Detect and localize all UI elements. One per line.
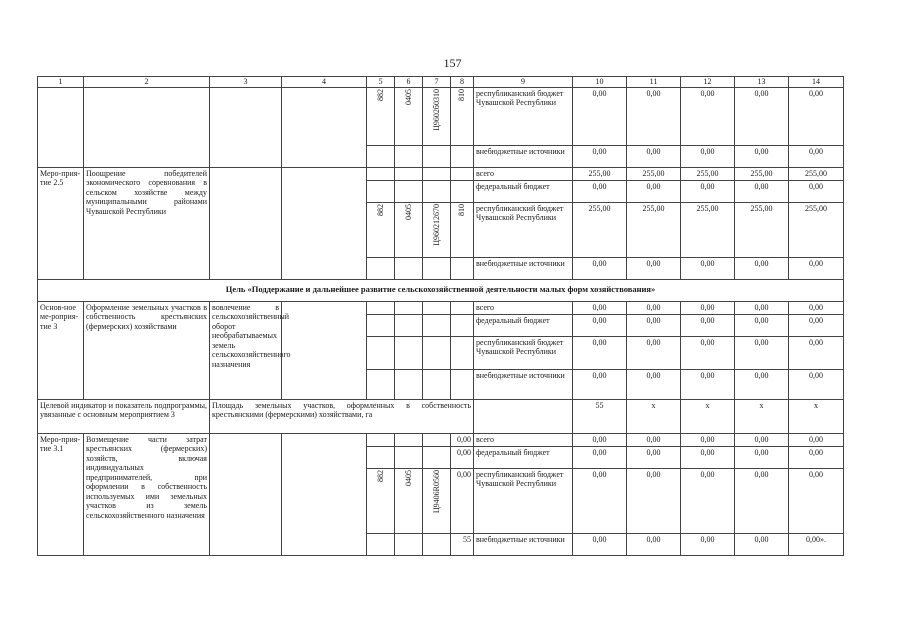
grbs-code-cell: 882 [367,202,395,257]
result-cell: вовлечение в сельскохозяйственный оборот необрабатываемых земель сельскохозяйственного назначения [210,301,282,399]
indicator-cell [282,167,367,279]
grbs-code-cell: 882 [367,87,395,145]
event-name-cell: Оформление земельных участков в собственность крестьянских (фермерских) хозяйствами [84,301,210,399]
value-cell: 0,00 [789,87,844,145]
value-cell: 255,00 [573,202,627,257]
event-code-cell: Меро-прия-тие 2.5 [38,167,84,279]
event-name-cell [84,87,210,167]
value-cell: 0,00 [627,145,681,167]
value-cell: 0,00 [789,433,844,446]
value-cell: 0,00 [735,336,789,369]
value-cell: 0,00 [735,369,789,399]
header-cell: 1 [38,77,84,88]
expense-type-cell: 0,00 [451,446,474,468]
value-cell: 0,00 [735,533,789,555]
header-cell: 6 [395,77,423,88]
value-cell: 0,00 [681,180,735,202]
header-cell: 14 [789,77,844,88]
indicator-value: х [681,399,735,433]
source-label: федеральный бюджет [474,180,573,202]
value-cell: 0,00 [627,433,681,446]
value-cell: 0,00 [627,446,681,468]
value-cell: 0,00 [573,314,627,336]
source-label: внебюджетные источники [474,533,573,555]
target-code-cell: Ц960212670 [423,202,451,257]
header-cell: 7 [423,77,451,88]
value-cell: 0,00 [573,180,627,202]
goal-heading: Цель «Поддержание и дальнейшее развитие сельскохозяйственной деятельности малых форм хозяйствования» [38,279,844,301]
event-code-cell: Меро-прия-тие 3.1 [38,433,84,555]
value-cell: 0,00 [789,369,844,399]
header-cell: 9 [474,77,573,88]
goal-row [38,279,844,301]
value-cell: 0,00 [681,468,735,533]
value-cell: 255,00 [627,202,681,257]
header-cell: 8 [451,77,474,88]
value-cell: 0,00 [681,446,735,468]
source-label: федеральный бюджет [474,314,573,336]
indicator-value: 55 [573,399,627,433]
value-cell: 0,00 [681,533,735,555]
indicator-row [38,399,844,433]
value-cell: 0,00 [681,433,735,446]
value-cell: 0,00 [681,145,735,167]
event-code-cell: Основ-ное ме-роприя-тие 3 [38,301,84,399]
result-cell [210,433,282,555]
value-cell: 0,00 [627,468,681,533]
value-cell: 255,00 [627,167,681,180]
value-cell: 0,00 [789,446,844,468]
source-label: всего [474,301,573,314]
expense-type-cell: 810 [451,202,474,257]
value-cell: 0,00 [735,301,789,314]
value-cell: 0,00 [573,433,627,446]
page-number: 157 [443,56,462,70]
event-name-cell: Возмещение части затрат крестьянских (фермерских) хозяйств, включая индивидуальных предпринимателей, при оформлении в собственность используемых ими земельных участков из земель сельскохозяйственного назначения [84,433,210,555]
value-cell: 0,00 [573,468,627,533]
value-cell: 255,00 [681,202,735,257]
source-label: всего [474,167,573,180]
value-cell: 0,00 [627,180,681,202]
value-cell: 255,00 [789,202,844,257]
value-cell: 0,00 [681,87,735,145]
value-cell: 0,00 [735,257,789,279]
event-name-cell: Поощрение победителей экономического соревнования в сельском хозяйстве между муниципальными районами Чувашской Республики [84,167,210,279]
value-cell: 255,00 [681,167,735,180]
value-cell: 0,00 [681,336,735,369]
source-label: республиканский бюджет Чувашской Республики [474,468,573,533]
table-row [38,167,844,180]
header-cell: 2 [84,77,210,88]
value-cell: 0,00 [573,533,627,555]
result-cell [210,87,282,167]
value-cell: 0,00 [627,369,681,399]
value-cell: 0,00 [735,180,789,202]
source-label: федеральный бюджет [474,446,573,468]
section-code-cell: 0405 [395,202,423,257]
header-cell: 11 [627,77,681,88]
value-cell: 0,00 [735,314,789,336]
indicator-cell [282,433,367,555]
indicator-cell [282,301,367,399]
budget-table [37,76,844,556]
value-cell: 0,00 [789,314,844,336]
value-cell: 0,00 [789,257,844,279]
indicator-label: Целевой индикатор и показатель подпрограммы, увязанные с основным мероприятием 3 [38,399,210,433]
value-cell: 0,00 [681,314,735,336]
header-cell: 3 [210,77,282,88]
value-cell: 0,00 [735,433,789,446]
indicator-text: Площадь земельных участков, оформленных в собственность крестьянскими (фермерскими) хозяйствами, га [210,399,474,433]
header-cell: 13 [735,77,789,88]
value-cell: 0,00 [573,87,627,145]
header-cell: 4 [282,77,367,88]
expense-type-cell: 0,00 [451,433,474,446]
value-cell: 255,00 [735,202,789,257]
expense-type-cell: 810 [451,87,474,145]
indicator-value: х [627,399,681,433]
source-label: внебюджетные источники [474,145,573,167]
value-cell: 0,00 [627,314,681,336]
value-cell: 0,00 [789,468,844,533]
table-row [38,301,844,314]
value-cell: 0,00 [681,301,735,314]
event-code-cell [38,87,84,167]
value-cell: 0,00 [789,145,844,167]
source-label: республиканский бюджет Чувашской Республики [474,87,573,145]
result-cell [210,167,282,279]
source-label: республиканский бюджет Чувашской Республики [474,202,573,257]
value-cell: 0,00 [573,369,627,399]
value-cell: 255,00 [573,167,627,180]
header-row [38,77,844,88]
value-cell: 0,00 [573,145,627,167]
expense-type-cell: 0,00 [451,468,474,533]
source-label: внебюджетные источники [474,369,573,399]
section-code-cell: 0405 [395,468,423,533]
value-cell: 0,00 [573,446,627,468]
expense-type-cell: 55 [451,533,474,555]
value-cell: 0,00 [789,180,844,202]
value-cell: 0,00 [573,301,627,314]
value-cell: 0,00 [627,87,681,145]
indicator-value: х [789,399,844,433]
header-cell: 12 [681,77,735,88]
source-label: республиканский бюджет Чувашской Республики [474,336,573,369]
value-cell: 0,00 [681,257,735,279]
source-label: внебюджетные источники [474,257,573,279]
value-cell: 0,00 [627,336,681,369]
header-cell: 10 [573,77,627,88]
header-cell: 5 [367,77,395,88]
value-cell: 0,00 [735,446,789,468]
value-cell: 0,00 [735,145,789,167]
grbs-code-cell: 882 [367,468,395,533]
section-code-cell: 0405 [395,87,423,145]
target-code-cell: Ц9406R0560 [423,468,451,533]
table-row [38,87,844,145]
value-cell: 0,00 [735,87,789,145]
value-cell: 255,00 [789,167,844,180]
value-cell: 0,00 [789,301,844,314]
value-cell: 0,00 [573,257,627,279]
value-cell: 0,00 [573,336,627,369]
value-cell: 0,00 [627,533,681,555]
table-row [38,433,844,446]
value-cell: 0,00». [789,533,844,555]
value-cell: 0,00 [735,468,789,533]
indicator-cell [282,87,367,167]
value-cell: 0,00 [789,336,844,369]
value-cell: 0,00 [681,369,735,399]
value-cell: 0,00 [627,257,681,279]
value-cell: 0,00 [627,301,681,314]
target-code-cell: Ц9602б0310 [423,87,451,145]
source-label: всего [474,433,573,446]
value-cell: 255,00 [735,167,789,180]
indicator-value: х [735,399,789,433]
